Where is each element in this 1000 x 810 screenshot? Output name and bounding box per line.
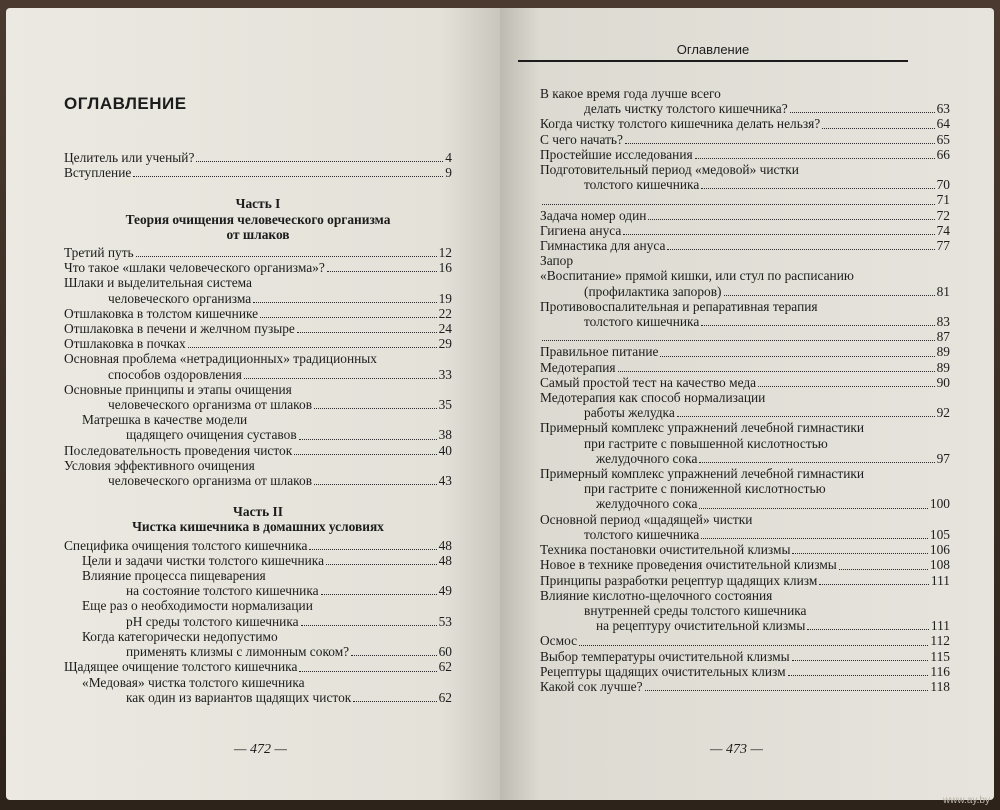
entry-title: Медотерапия как способ нормализации [540, 390, 766, 406]
header-rule [518, 60, 908, 62]
toc-row [540, 360, 950, 375]
toc-row [82, 583, 452, 598]
entry-page-number: 112 [930, 633, 950, 649]
toc-row [540, 451, 950, 466]
entry-title: Отшлаковка в печени и желчном пузыре [64, 321, 295, 337]
entry-title: Новое в технике проведения очистительной клизмы [540, 557, 837, 573]
part-heading: Теория очищения человеческого организма [125, 211, 391, 227]
entry-title: Техника постановки очистительной клизмы [540, 542, 791, 558]
entry-title: внутренней среды толстого кишечника [584, 602, 807, 618]
leader-dots [294, 454, 436, 455]
entry-title: при гастрите с повышенной кислотностью [584, 435, 828, 451]
toc-row [82, 644, 452, 659]
entry-page-number: 64 [936, 116, 950, 132]
entry-title: Гимнастика для ануса [540, 238, 666, 254]
toc-entry [82, 675, 452, 705]
entry-title: человеческого организма от шлаков [108, 473, 313, 489]
entry-title: Самый простой тест на качество меда [540, 374, 757, 390]
leader-dots [819, 584, 929, 585]
part-heading: Чистка кишечника в домашних условиях [132, 519, 384, 535]
entry-title: Отшлаковка в толстом кишечнике [64, 305, 259, 321]
toc-entry [540, 542, 950, 557]
toc-row [540, 573, 950, 588]
entry-title: Целитель или ученый? [64, 150, 195, 165]
toc-entry [64, 321, 452, 336]
entry-title: Цели и задачи чистки толстого кишечника [82, 552, 325, 568]
leader-dots [699, 462, 934, 463]
toc-entry [82, 568, 452, 598]
entry-page-number: 72 [936, 207, 950, 223]
leader-dots [660, 356, 934, 357]
toc-row [540, 238, 950, 253]
spacer [64, 180, 452, 196]
part-heading: Часть II [233, 504, 283, 520]
toc-row [64, 538, 452, 553]
toc-row [540, 177, 950, 192]
entry-page-number: 116 [930, 663, 950, 679]
toc-row [64, 443, 452, 458]
toc-row [540, 132, 950, 147]
leader-dots [618, 371, 935, 372]
entry-title: Когда чистку толстого кишечника делать нельзя? [540, 116, 821, 132]
entry-page-number: 74 [936, 222, 950, 238]
entry-page-number: 29 [438, 336, 452, 352]
entry-title: Вступление [64, 165, 132, 181]
entry-title: применять клизмы с лимонным соком? [126, 644, 350, 660]
toc-entry [540, 679, 950, 694]
entry-page-number: 108 [929, 557, 950, 573]
toc-row [82, 614, 452, 629]
toc-row [82, 427, 452, 442]
entry-title: Третий путь [64, 245, 134, 261]
entry-title: Шлаки и выделительная система [64, 275, 252, 291]
entry-title: Подготовительный период «медовой» чистки [540, 162, 799, 178]
table-of-contents-left [64, 150, 452, 705]
entry-page-number: 60 [438, 644, 452, 660]
entry-page-number: 118 [930, 678, 950, 694]
toc-row [64, 397, 452, 412]
entry-title: pH среды толстого кишечника [126, 613, 299, 629]
leader-dots [299, 439, 437, 440]
toc-entry [540, 253, 950, 268]
entry-page-number: 24 [438, 321, 452, 337]
toc-row [540, 496, 950, 511]
toc-entry [540, 360, 950, 375]
leader-dots [790, 112, 935, 113]
leader-dots [314, 484, 437, 485]
toc-row [540, 101, 950, 116]
leader-dots [807, 629, 929, 630]
toc-entry [64, 351, 452, 381]
leader-dots [625, 143, 935, 144]
entry-page-number: 53 [438, 613, 452, 629]
leader-dots [648, 219, 934, 220]
entry-page-number: 115 [930, 648, 950, 664]
toc-entry [540, 116, 950, 131]
entry-page-number: 9 [445, 165, 452, 181]
entry-title: Щадящее очищение толстого кишечника [64, 659, 298, 675]
entry-page-number: 33 [438, 366, 452, 382]
toc-entry [64, 382, 452, 412]
toc-row [64, 321, 452, 336]
entry-page-number: 12 [438, 245, 452, 261]
page-number: — 472 — [234, 742, 287, 757]
entry-title: Матрешка в качестве модели [82, 412, 248, 428]
toc-row [64, 291, 452, 306]
toc-row [540, 208, 950, 223]
entry-page-number: 38 [438, 427, 452, 443]
entry-title: (профилактика запоров) [584, 283, 722, 299]
leader-dots [788, 675, 929, 676]
entry-page-number: 97 [936, 450, 950, 466]
leader-dots [758, 386, 935, 387]
entry-page-number: 92 [936, 405, 950, 421]
leader-dots [196, 161, 443, 162]
leader-dots [321, 594, 437, 595]
entry-page-number: 70 [936, 177, 950, 193]
page-title: ОГЛАВЛЕНИЕ [64, 94, 187, 113]
toc-row [82, 690, 452, 705]
toc-entry [540, 147, 950, 162]
entry-page-number: 48 [438, 537, 452, 553]
leader-dots [579, 645, 928, 646]
entry-title: Условия эффективного очищения [64, 457, 255, 473]
leader-dots [677, 416, 935, 417]
leader-dots [133, 176, 443, 177]
toc-entry [540, 375, 950, 390]
toc-row [540, 116, 950, 131]
entry-page-number: 63 [936, 101, 950, 117]
leader-dots [326, 564, 437, 565]
entry-title: Примерный комплекс упражнений лечебной гимнастики [540, 466, 865, 482]
leader-dots [542, 340, 935, 341]
toc-entry [82, 598, 452, 628]
entry-page-number: 62 [438, 689, 452, 705]
toc-entry [540, 268, 950, 298]
toc-entry [540, 192, 950, 207]
left-page [6, 8, 502, 800]
entry-page-number: 89 [936, 344, 950, 360]
toc-entry [540, 664, 950, 679]
leader-dots [792, 553, 927, 554]
toc-row [540, 633, 950, 648]
entry-title: Еще раз о необходимости нормализации [82, 598, 313, 614]
entry-page-number: 77 [936, 238, 950, 254]
entry-title: Задача номер один [540, 207, 647, 223]
leader-dots [188, 347, 437, 348]
leader-dots [839, 569, 928, 570]
entry-page-number: 66 [936, 146, 950, 162]
leader-dots [701, 538, 928, 539]
entry-title: желудочного сока [596, 450, 698, 466]
leader-dots [701, 188, 934, 189]
toc-row [540, 223, 950, 238]
toc-row [540, 405, 950, 420]
entry-title: Противовоспалительная и репаративная терапия [540, 298, 818, 314]
entry-page-number: 111 [930, 572, 950, 588]
right-page [500, 8, 994, 800]
leader-dots [260, 317, 437, 318]
entry-title: щадящего очищения суставов [126, 427, 297, 443]
toc-entry [540, 420, 950, 466]
part-heading: Часть I [235, 196, 281, 212]
watermark: www.ay.by [942, 795, 990, 806]
toc-row [540, 375, 950, 390]
leader-dots [297, 332, 437, 333]
toc-entry [540, 573, 950, 588]
entry-title: Правильное питание [540, 344, 659, 360]
entry-page-number: 87 [936, 329, 950, 345]
entry-title: Влияние процесса пищеварения [82, 568, 266, 584]
entry-page-number: 62 [438, 659, 452, 675]
page-number: — 473 — [710, 742, 763, 757]
toc-row [540, 147, 950, 162]
toc-row [540, 344, 950, 359]
toc-entry [64, 150, 452, 165]
entry-title: В какое время года лучше всего [540, 86, 721, 101]
toc-row [540, 649, 950, 664]
toc-entry [540, 633, 950, 648]
entry-page-number: 40 [438, 442, 452, 458]
table-of-contents-right [540, 86, 950, 694]
entry-title: на состояние толстого кишечника [126, 583, 319, 599]
leader-dots [301, 625, 437, 626]
toc-entry [82, 412, 452, 442]
toc-entry [540, 557, 950, 572]
entry-title: Что такое «шлаки человеческого организма»? [64, 260, 325, 276]
leader-dots [792, 660, 929, 661]
entry-page-number: 65 [936, 131, 950, 147]
toc-row [64, 260, 452, 275]
leader-dots [353, 701, 436, 702]
toc-row [64, 165, 452, 180]
entry-page-number: 35 [438, 397, 452, 413]
toc-row [540, 618, 950, 633]
leader-dots [299, 671, 436, 672]
toc-entry [64, 443, 452, 458]
entry-title: Запор [540, 253, 574, 269]
toc-entry [540, 162, 950, 192]
entry-title: Влияние кислотно-щелочного состояния [540, 587, 773, 603]
toc-entry [64, 260, 452, 275]
entry-page-number: 19 [438, 290, 452, 306]
entry-title: человеческого организма от шлаков [108, 397, 313, 413]
toc-row [540, 542, 950, 557]
entry-page-number: 105 [929, 526, 950, 542]
leader-dots [351, 655, 436, 656]
toc-row [540, 557, 950, 572]
entry-title: желудочного сока [596, 496, 698, 512]
toc-row [64, 659, 452, 674]
leader-dots [542, 204, 935, 205]
entry-title: Рецептуры щадящих очистительных клизм [540, 663, 786, 679]
leader-dots [701, 325, 934, 326]
part-heading: от шлаков [226, 226, 290, 242]
entry-title: как один из вариантов щадящих чисток [126, 689, 352, 705]
toc-entry [540, 223, 950, 238]
leader-dots [695, 158, 935, 159]
toc-row [64, 473, 452, 488]
entry-page-number: 16 [438, 260, 452, 276]
toc-entry [540, 390, 950, 420]
entry-title: Когда категорически недопустимо [82, 628, 278, 644]
toc-row [82, 553, 452, 568]
toc-entry [540, 132, 950, 147]
entry-title: «Воспитание» прямой кишки, или стул по расписанию [540, 268, 854, 284]
toc-entry [540, 329, 950, 344]
entry-title: Специфика очищения толстого кишечника [64, 537, 308, 553]
entry-page-number: 90 [936, 374, 950, 390]
entry-page-number: 22 [438, 305, 452, 321]
toc-row [64, 367, 452, 382]
entry-page-number: 111 [930, 618, 950, 634]
entry-title: «Медовая» чистка толстого кишечника [82, 674, 305, 690]
entry-page-number: 4 [445, 150, 452, 165]
entry-page-number: 48 [438, 552, 452, 568]
leader-dots [309, 549, 436, 550]
entry-page-number: 81 [936, 283, 950, 299]
entry-title: при гастрите с пониженной кислотностью [584, 481, 826, 497]
leader-dots [314, 408, 437, 409]
leader-dots [327, 271, 437, 272]
toc-row [540, 284, 950, 299]
toc-entry [64, 538, 452, 553]
entry-title: на рецептуру очистительной клизмы [596, 618, 806, 634]
entry-title: Примерный комплекс упражнений лечебной гимнастики [540, 420, 865, 436]
entry-title: Выбор температуры очистительной клизмы [540, 648, 790, 664]
leader-dots [667, 249, 934, 250]
toc-row [64, 306, 452, 321]
entry-title: Основной период «щадящей» чистки [540, 511, 753, 527]
toc-entry [540, 299, 950, 329]
leader-dots [645, 690, 929, 691]
toc-entry [64, 245, 452, 260]
toc-entry [64, 458, 452, 488]
toc-entry [540, 649, 950, 664]
entry-title: Простейшие исследования [540, 146, 693, 162]
running-head: Оглавление [676, 42, 750, 57]
entry-title: Медотерапия [540, 359, 616, 375]
toc-entry [82, 553, 452, 568]
entry-page-number: 100 [929, 496, 950, 512]
toc-row [540, 679, 950, 694]
toc-entry [64, 275, 452, 305]
toc-entry [540, 208, 950, 223]
entry-title: Отшлаковка в почках [64, 336, 186, 352]
toc-row [64, 336, 452, 351]
entry-title: работы желудка [584, 405, 675, 421]
toc-entry [64, 336, 452, 351]
toc-row [64, 245, 452, 260]
entry-title: человеческого организма [108, 290, 252, 306]
leader-dots [253, 302, 436, 303]
toc-row [540, 192, 950, 207]
spacer [64, 488, 452, 504]
entry-page-number: 83 [936, 314, 950, 330]
toc-entry [540, 344, 950, 359]
toc-row [540, 664, 950, 679]
toc-row [540, 314, 950, 329]
entry-page-number: 71 [936, 192, 950, 208]
entry-title: Основные принципы и этапы очищения [64, 381, 292, 397]
entry-page-number: 89 [936, 359, 950, 375]
toc-entry [540, 86, 950, 116]
entry-title: способов оздоровления [108, 366, 242, 382]
entry-title: делать чистку толстого кишечника? [584, 101, 788, 117]
leader-dots [244, 378, 437, 379]
toc-entry [540, 466, 950, 512]
entry-title: Гигиена ануса [540, 222, 622, 238]
leader-dots [822, 128, 934, 129]
toc-row [540, 329, 950, 344]
entry-page-number: 106 [929, 542, 950, 558]
leader-dots [724, 295, 935, 296]
toc-entry [64, 165, 452, 180]
toc-row [64, 150, 452, 165]
toc-entry [64, 306, 452, 321]
entry-title: Принципы разработки рецептур щадящих клизм [540, 572, 818, 588]
leader-dots [623, 234, 934, 235]
entry-page-number: 43 [438, 473, 452, 489]
toc-entry [540, 512, 950, 542]
toc-row [540, 527, 950, 542]
toc-entry [82, 629, 452, 659]
entry-title: Последовательность проведения чисток [64, 442, 293, 458]
toc-entry [64, 659, 452, 674]
entry-title: Основная проблема «нетрадиционных» традиционных [64, 351, 377, 367]
entry-title: С чего начать? [540, 131, 623, 147]
toc-row [540, 253, 950, 268]
leader-dots [699, 508, 928, 509]
entry-title: толстого кишечника [584, 526, 700, 542]
toc-entry [540, 238, 950, 253]
leader-dots [136, 256, 437, 257]
entry-title: Осмос [540, 633, 578, 649]
entry-title: толстого кишечника [584, 314, 700, 330]
entry-title: толстого кишечника [584, 177, 700, 193]
toc-entry [540, 588, 950, 634]
entry-title: Какой сок лучше? [540, 678, 643, 694]
entry-page-number: 49 [438, 583, 452, 599]
